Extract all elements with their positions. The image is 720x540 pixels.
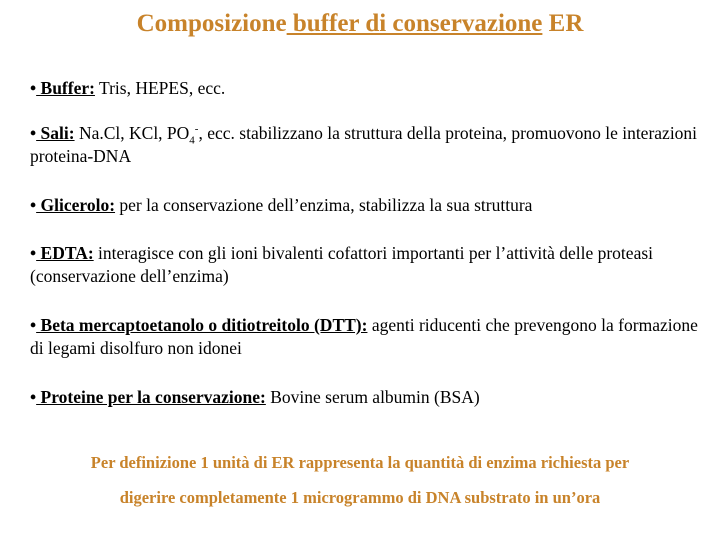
bullet-term: Buffer:: [36, 78, 95, 98]
bullet-dot: •: [30, 78, 37, 98]
bullet-term: Glicerolo:: [36, 195, 116, 215]
bullet-proteine: [30, 386, 700, 409]
bullet-dot: •: [30, 123, 37, 143]
bullet-glicerolo: [30, 194, 700, 217]
subscript: 4: [189, 134, 195, 147]
bullet-term: Beta mercaptoetanolo o ditiotreitolo (DTT):: [36, 315, 368, 335]
bullet-dot: •: [30, 243, 37, 263]
bullet-text: Bovine serum albumin (BSA): [265, 387, 480, 407]
bullet-dot: •: [30, 387, 37, 407]
bullet-text-a: Na.Cl, KCl, PO: [74, 123, 190, 143]
title-part-1: Composizione: [136, 10, 287, 37]
bullet-text: Tris, HEPES, ecc.: [94, 78, 226, 98]
bullet-text: agenti riducenti che prevengono la formazione di legami disolfuro non idonei: [30, 315, 698, 358]
superscript: -: [194, 123, 199, 136]
slide-title: [0, 10, 720, 38]
bullet-edta: [30, 242, 700, 288]
bullet-dot: •: [30, 195, 37, 215]
bullet-term: Proteine per la conservazione:: [36, 387, 266, 407]
bullet-riducenti: [30, 314, 700, 360]
definition-line-2: digerire completamente 1 microgrammo di DNA substrato in un’ora: [119, 488, 601, 507]
bullet-term: Sali:: [36, 123, 75, 143]
bullet-sali: [30, 122, 700, 168]
bullet-text: interagisce con gli ioni bivalenti cofattori importanti per l’attività delle proteasi (conservazione dell’enzima): [30, 243, 654, 286]
bullet-term: EDTA:: [36, 243, 94, 263]
bullet-text: per la conservazione dell’enzima, stabilizza la sua struttura: [115, 195, 533, 215]
definition-line-1: Per definizione 1 unità di ER rappresenta la quantità di enzima richiesta per: [90, 453, 630, 472]
bullet-text-b: , ecc. stabilizzano la struttura della proteina, promuovono le interazioni proteina-DNA: [30, 123, 698, 166]
bullet-buffer: [30, 77, 700, 100]
title-part-3: ER: [542, 10, 584, 37]
title-part-2: buffer di conservazione: [286, 10, 543, 37]
bullet-dot: •: [30, 315, 37, 335]
